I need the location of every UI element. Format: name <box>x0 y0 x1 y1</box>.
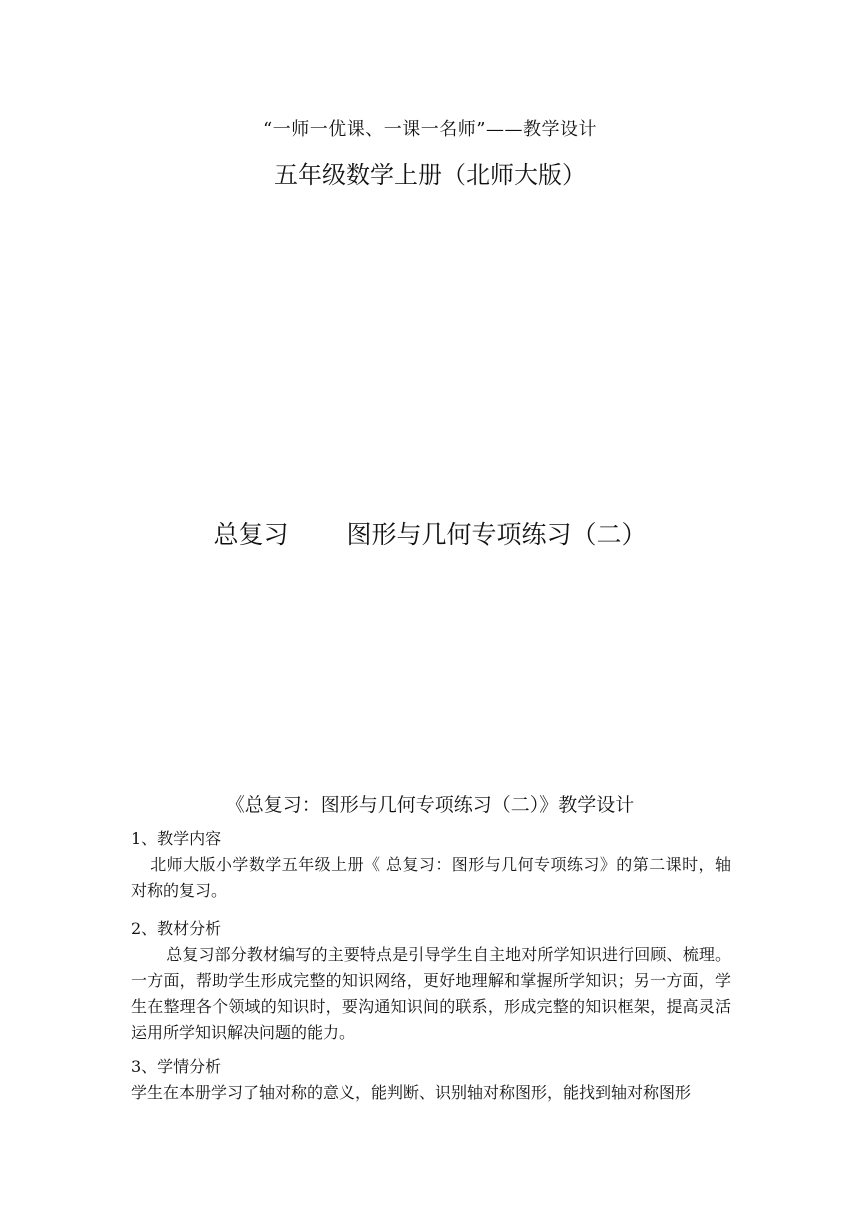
lesson-title-part2: 图形与几何专项练习（二） <box>346 520 647 549</box>
section-student-analysis <box>131 1054 731 1106</box>
section-paragraph: 北师大版小学数学五年级上册《 总复习：图形与几何专项练习》的第二课时，轴对称的复习。 <box>131 855 731 900</box>
section-paragraph: 总复习部分教材编写的主要特点是引导学生自主地对所学知识进行回顾、梳理。一方面，帮助学生形成完整的知识网络，更好地理解和掌握所学知识；另一方面，学生在整理各个领域的知识时，要沟通知识间的联系，形成完整的知识框架，提高灵活运用所学知识解决问题的能力。 <box>131 945 731 1042</box>
section-heading: 3、学情分析 <box>131 1057 222 1076</box>
header-line: “一师一优课、一课一名师”——教学设计 <box>263 119 597 140</box>
book-subtitle: 五年级数学上册（北师大版） <box>274 161 586 189</box>
section-paragraph: 学生在本册学习了轴对称的意义，能判断、识别轴对称图形，能找到轴对称图形 <box>131 1083 692 1102</box>
document-title: 《总复习：图形与几何专项练习（二）》教学设计 <box>225 794 635 816</box>
section-textbook-analysis <box>131 916 731 1046</box>
section-heading: 1、教学内容 <box>131 829 222 848</box>
lesson-title-part1: 总复习 <box>213 520 289 549</box>
section-teaching-content <box>131 826 731 904</box>
lesson-title <box>0 515 860 551</box>
section-heading: 2、教材分析 <box>131 919 222 938</box>
